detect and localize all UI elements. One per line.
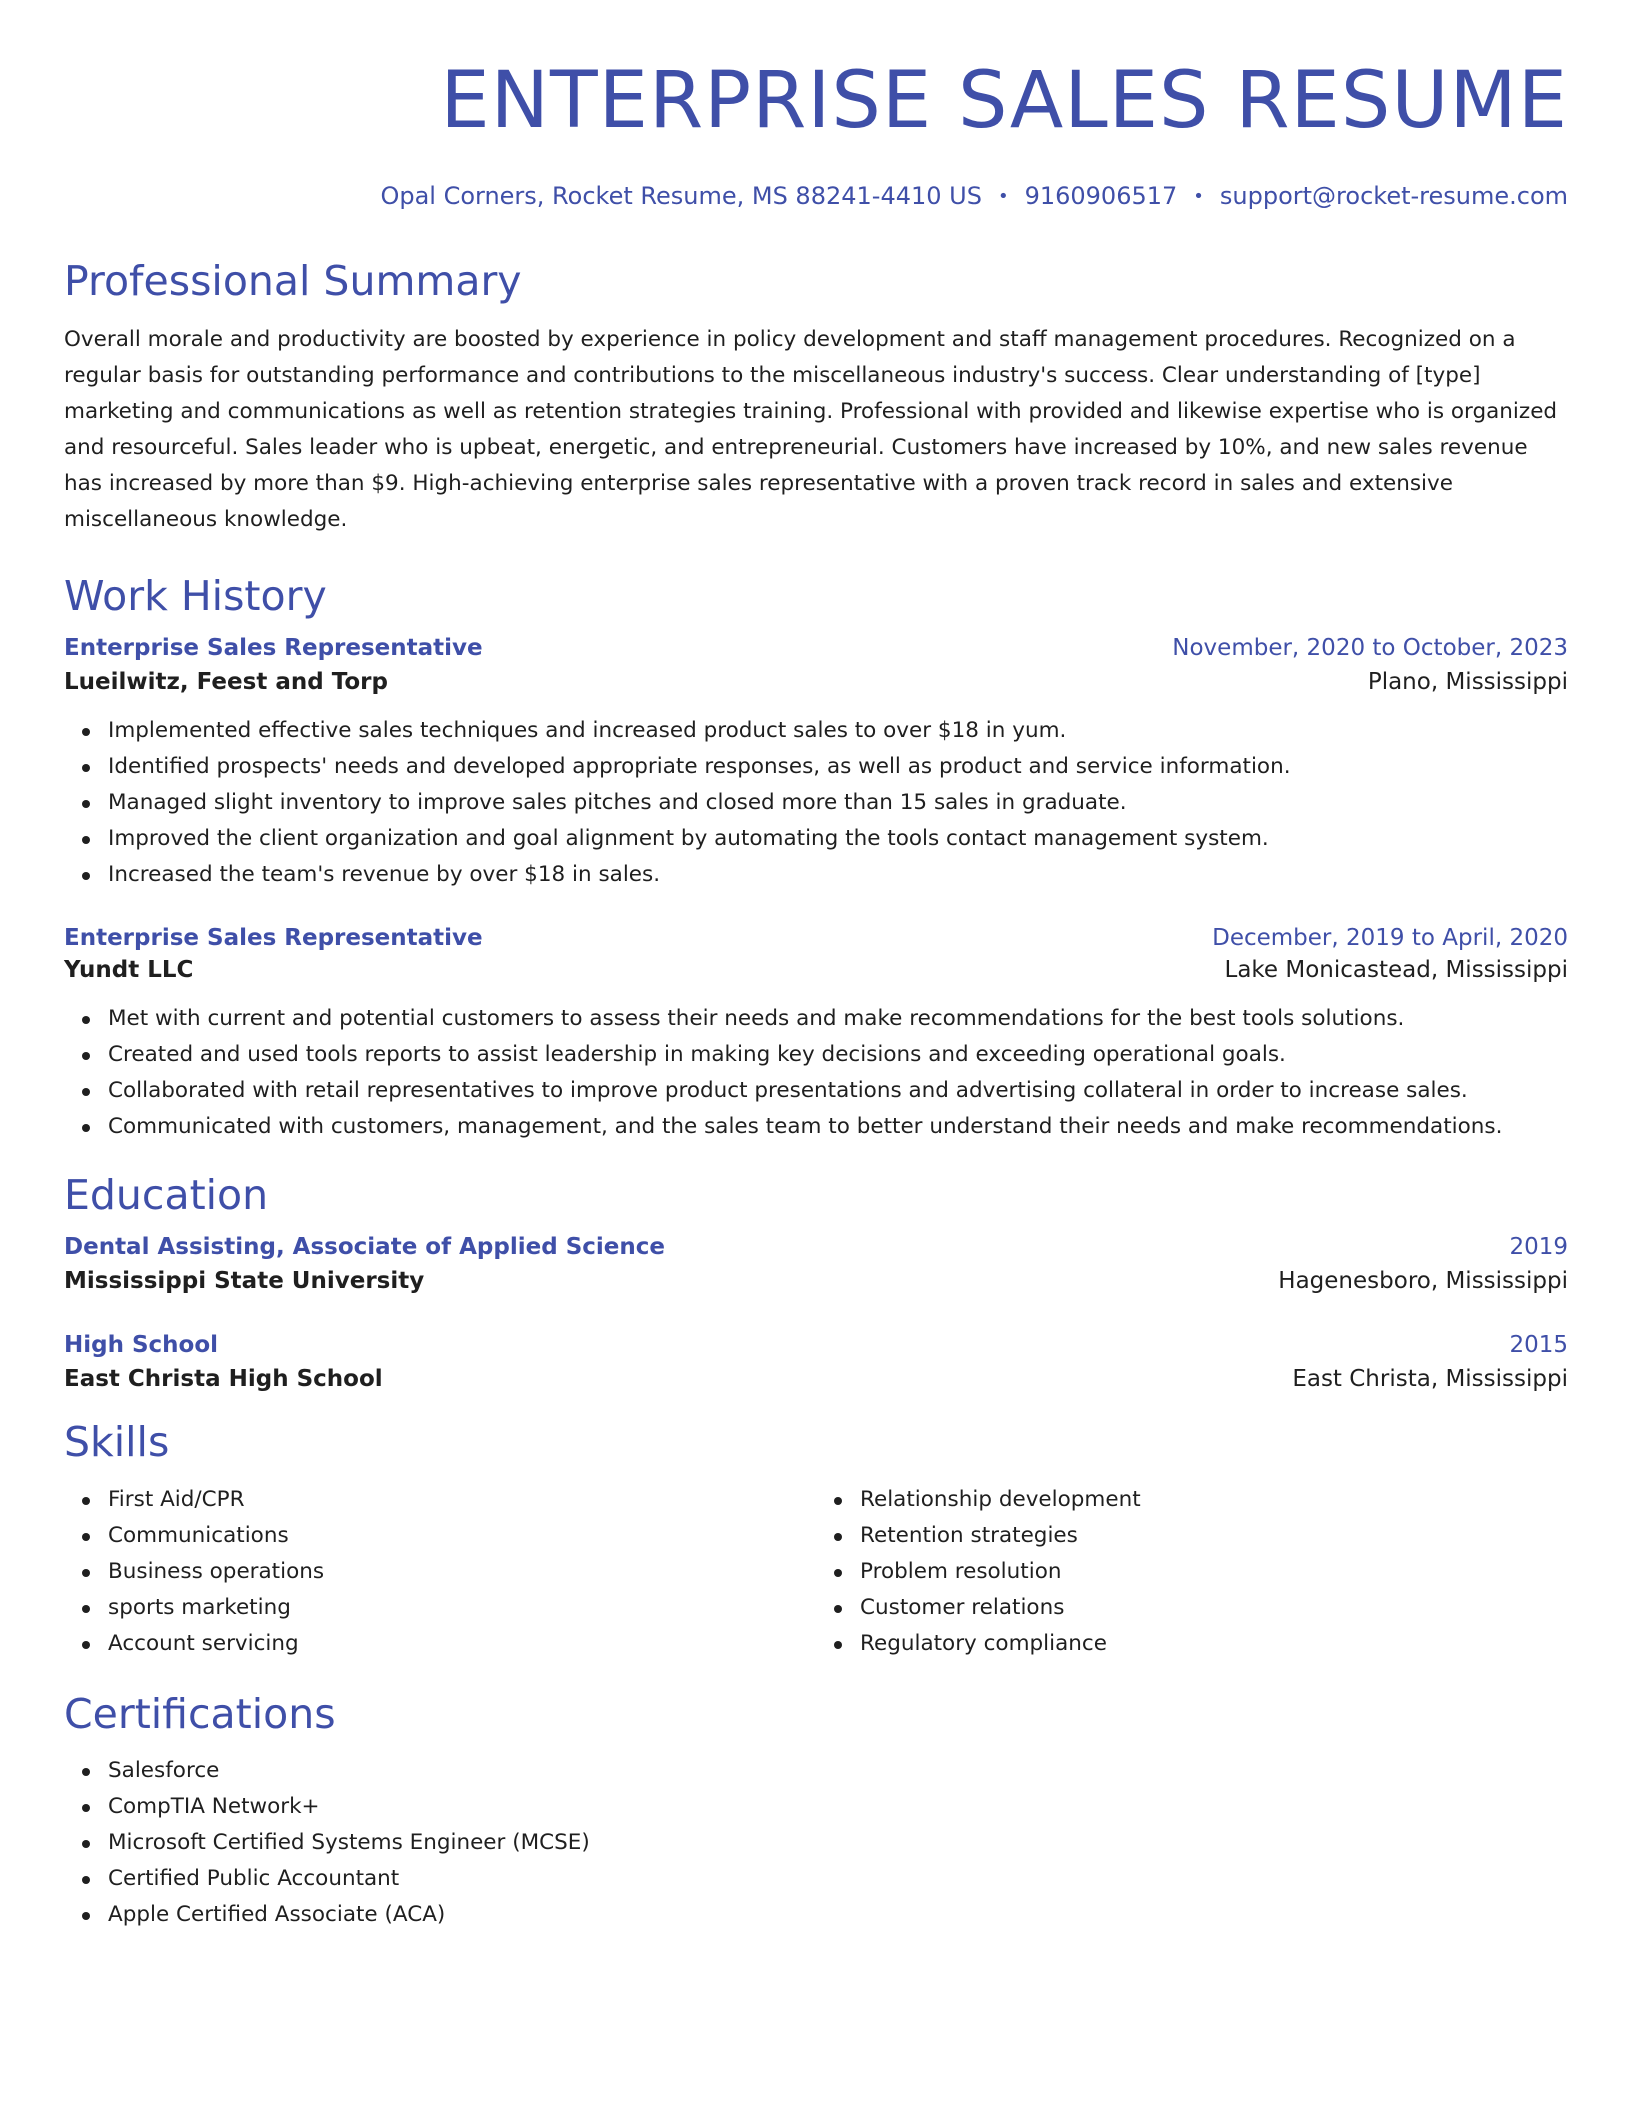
skill-item: Retention strategies <box>860 1518 1568 1554</box>
job-company: Lueilwitz, Feest and Torp <box>64 669 388 696</box>
job-header-row <box>64 635 1568 661</box>
list-item: Increased the team's revenue by over $18 in sales. <box>108 857 1568 893</box>
contact-separator: • <box>1193 186 1204 207</box>
education-school: Mississippi State University <box>64 1268 425 1295</box>
skill-item: Business operations <box>108 1554 816 1590</box>
list-item: Identified prospects' needs and developed appropriate responses, as well as product and service information. <box>108 749 1568 785</box>
job-entry <box>64 635 1568 893</box>
certification-item: Microsoft Certified Systems Engineer (MCSE) <box>108 1825 1568 1861</box>
contact-email[interactable]: support@rocket-resume.com <box>1219 182 1568 210</box>
education-header-row <box>64 1234 1568 1260</box>
summary-heading: Professional Summary <box>64 256 522 305</box>
education-year: 2015 <box>1509 1332 1568 1359</box>
list-item: Created and used tools reports to assist leadership in making key decisions and exceeding operational goals. <box>108 1037 1568 1073</box>
education-year: 2019 <box>1509 1234 1568 1261</box>
job-bullets <box>64 713 1568 893</box>
education-degree: Dental Assisting, Associate of Applied Science <box>64 1234 665 1261</box>
contact-address: Opal Corners, Rocket Resume, MS 88241-4410 US <box>380 182 982 210</box>
certification-item: Salesforce <box>108 1753 1568 1789</box>
job-dates: December, 2019 to April, 2020 <box>1212 925 1568 952</box>
education-school-row <box>64 1366 1568 1392</box>
certifications-heading: Certifications <box>64 1689 336 1738</box>
job-title: Enterprise Sales Representative <box>64 925 483 952</box>
list-item: Communicated with customers, management, and the sales team to better understand their needs and make recommendations. <box>108 1109 1568 1145</box>
job-bullets <box>64 1001 1568 1145</box>
skills-grid <box>64 1482 1568 1662</box>
certification-item: Apple Certified Associate (ACA) <box>108 1897 1568 1933</box>
contact-separator: • <box>997 186 1009 207</box>
certification-item: Certified Public Accountant <box>108 1861 1568 1897</box>
certifications-list <box>64 1753 1568 1933</box>
job-company-row <box>64 957 1568 983</box>
certification-item: CompTIA Network+ <box>108 1789 1568 1825</box>
education-school: East Christa High School <box>64 1366 383 1393</box>
job-location: Lake Monicastead, Mississippi <box>1224 957 1568 984</box>
list-item: Implemented effective sales techniques and increased product sales to over $18 in yum. <box>108 713 1568 749</box>
education-location: East Christa, Mississippi <box>1292 1366 1568 1393</box>
work-history-heading: Work History <box>64 571 327 620</box>
job-company: Yundt LLC <box>64 957 194 984</box>
job-company-row <box>64 669 1568 695</box>
education-school-row <box>64 1268 1568 1294</box>
education-header-row <box>64 1332 1568 1358</box>
skill-item: Customer relations <box>860 1590 1568 1626</box>
job-location: Plano, Mississippi <box>1367 669 1568 696</box>
skills-heading: Skills <box>64 1418 170 1467</box>
job-title: Enterprise Sales Representative <box>64 635 483 662</box>
skills-list-left <box>64 1482 816 1662</box>
education-degree: High School <box>64 1332 219 1359</box>
education-entry <box>64 1234 1568 1294</box>
list-item: Improved the client organization and goal alignment by automating the tools contact management system. <box>108 821 1568 857</box>
list-item: Managed slight inventory to improve sales pitches and closed more than 15 sales in graduate. <box>108 785 1568 821</box>
skill-item: Communications <box>108 1518 816 1554</box>
skill-item: Relationship development <box>860 1482 1568 1518</box>
education-heading: Education <box>64 1171 269 1220</box>
list-item: Met with current and potential customers to assess their needs and make recommendations for the best tools solutions. <box>108 1001 1568 1037</box>
skills-list-right <box>816 1482 1568 1662</box>
resume-title: ENTERPRISE SALES RESUME <box>440 56 1568 146</box>
skill-item: Regulatory compliance <box>860 1626 1568 1662</box>
skill-item: Problem resolution <box>860 1554 1568 1590</box>
contact-line <box>64 182 1568 211</box>
contact-phone[interactable]: 9160906517 <box>1024 182 1178 210</box>
education-entry <box>64 1332 1568 1392</box>
summary-text: Overall morale and productivity are boosted by experience in policy development and staff management procedures. Recognized on a regular basis for outstanding performance and contributions to the miscellaneous industry's success. Clear understanding of [type] marketing and communications as well as retention strategies training. Professional with provided and likewise expertise who is organized and resourceful. Sales leader who is upbeat, energetic, and entrepreneurial. Customers have increased by 10%, and new sales revenue has increased by more than $9. High-achieving enterprise sales representative with a proven track record in sales and extensive miscellaneous knowledge. <box>64 326 1558 532</box>
list-item: Collaborated with retail representatives to improve product presentations and advertising collateral in order to increase sales. <box>108 1073 1568 1109</box>
skill-item: First Aid/CPR <box>108 1482 816 1518</box>
job-header-row <box>64 925 1568 951</box>
skill-item: Account servicing <box>108 1626 816 1662</box>
skill-item: sports marketing <box>108 1590 816 1626</box>
education-location: Hagenesboro, Mississippi <box>1278 1268 1568 1295</box>
job-dates: November, 2020 to October, 2023 <box>1172 635 1568 662</box>
job-entry <box>64 925 1568 1145</box>
